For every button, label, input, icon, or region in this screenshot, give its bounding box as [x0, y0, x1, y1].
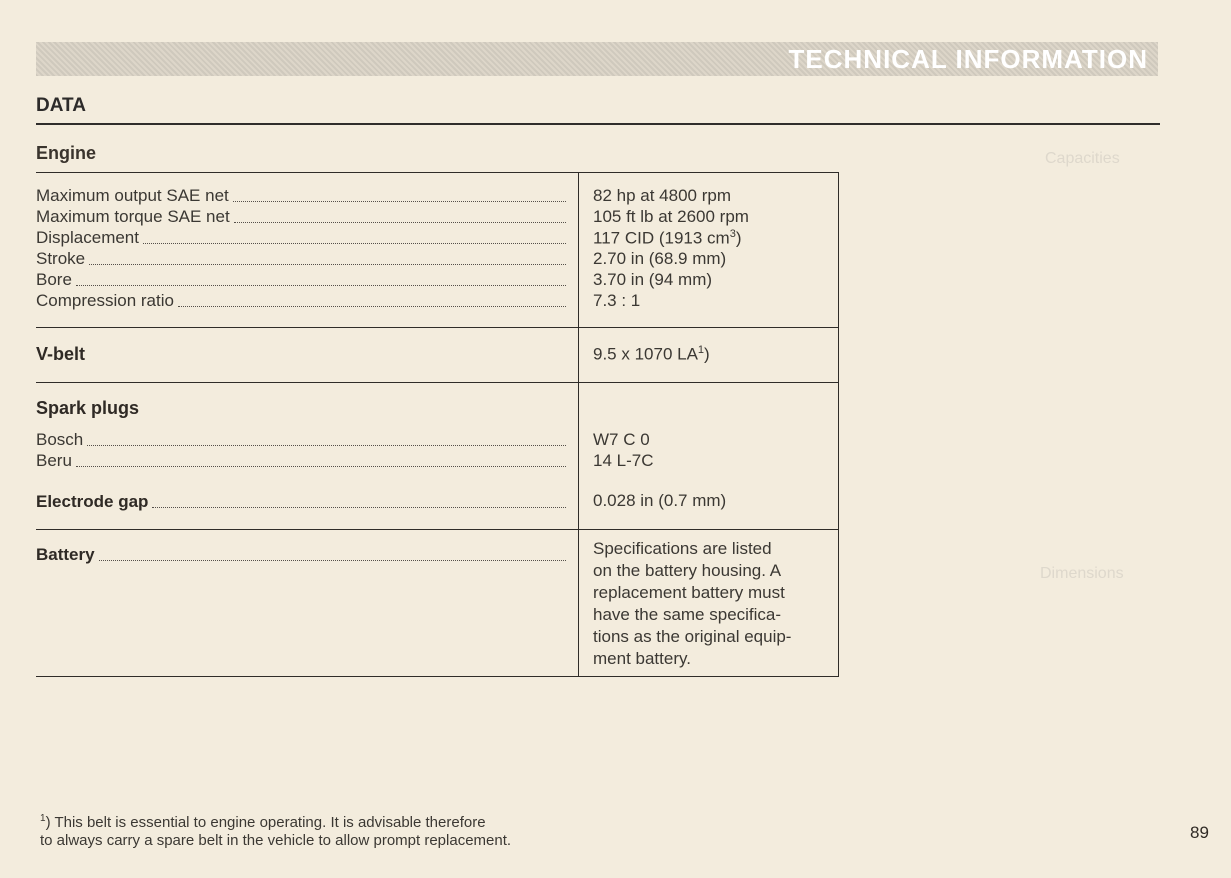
banner-title: TECHNICAL INFORMATION [788, 44, 1148, 74]
spark-plugs-heading: Spark plugs [36, 398, 140, 418]
battery-spec-line: Specifications are listed [593, 539, 772, 558]
table-column-divider [578, 172, 579, 676]
spark-plug-row-value: W7 C 0 [593, 430, 650, 449]
engine-row-value: 105 ft lb at 2600 rpm [593, 207, 749, 226]
engine-row-value: 3.70 in (94 mm) [593, 270, 713, 289]
engine-heading: Engine [36, 143, 97, 163]
engine-row-label: Displacement [36, 228, 566, 249]
table-right-edge [838, 172, 839, 676]
electrode-gap-value: 0.028 in (0.7 mm) [593, 491, 727, 510]
engine-row-label: Compression ratio [36, 291, 566, 312]
battery-spec-line: tions as the original equip- [593, 627, 792, 646]
table-divider [36, 327, 839, 328]
page-title: DATA [36, 95, 86, 116]
table-bottom-line [36, 676, 839, 677]
battery-label: Battery [36, 545, 566, 566]
footnote [40, 810, 511, 850]
title-rule [36, 123, 1160, 125]
battery-spec-line: on the battery housing. A [593, 561, 782, 580]
spark-plug-row-label: Beru [36, 451, 566, 472]
table-divider [36, 382, 839, 383]
battery-spec-line: ment battery. [593, 649, 691, 668]
engine-row-value: 117 CID (1913 $cm^3$) [593, 228, 742, 248]
vbelt-value: 9.5 x 1070 $LA^1$) [593, 344, 710, 364]
footnote-line: $^1$) This belt is essential to engine operating. It is advisable therefore [40, 813, 486, 831]
battery-spec-text [593, 538, 831, 670]
electrode-gap-label: Electrode gap [36, 492, 566, 513]
bleed-through-decoration: Capacities [1045, 150, 1120, 167]
spark-plug-row-label: Bosch [36, 430, 566, 451]
engine-row-label: Bore [36, 270, 566, 291]
engine-row-value: 2.70 in (68.9 mm) [593, 249, 727, 268]
engine-row-value: 82 hp at 4800 rpm [593, 186, 731, 205]
table-divider [36, 529, 839, 530]
bleed-through-decoration: Dimensions [1040, 565, 1124, 582]
battery-spec-line: have the same specifica- [593, 605, 782, 624]
section-banner [36, 42, 1158, 76]
engine-row-label: Stroke [36, 249, 566, 270]
vbelt-label: V-belt [36, 344, 86, 364]
footnote-line: to always carry a spare belt in the vehicle to allow prompt replacement. [40, 832, 512, 849]
page-number: 89 [1190, 823, 1209, 842]
spark-plug-row-value: 14 L-7C [593, 451, 654, 470]
engine-row-label: Maximum output SAE net [36, 186, 566, 207]
engine-row-label: Maximum torque SAE net [36, 207, 566, 228]
engine-row-value: 7.3 : 1 [593, 291, 641, 310]
battery-spec-line: replacement battery must [593, 583, 785, 602]
table-top-line [36, 172, 839, 173]
